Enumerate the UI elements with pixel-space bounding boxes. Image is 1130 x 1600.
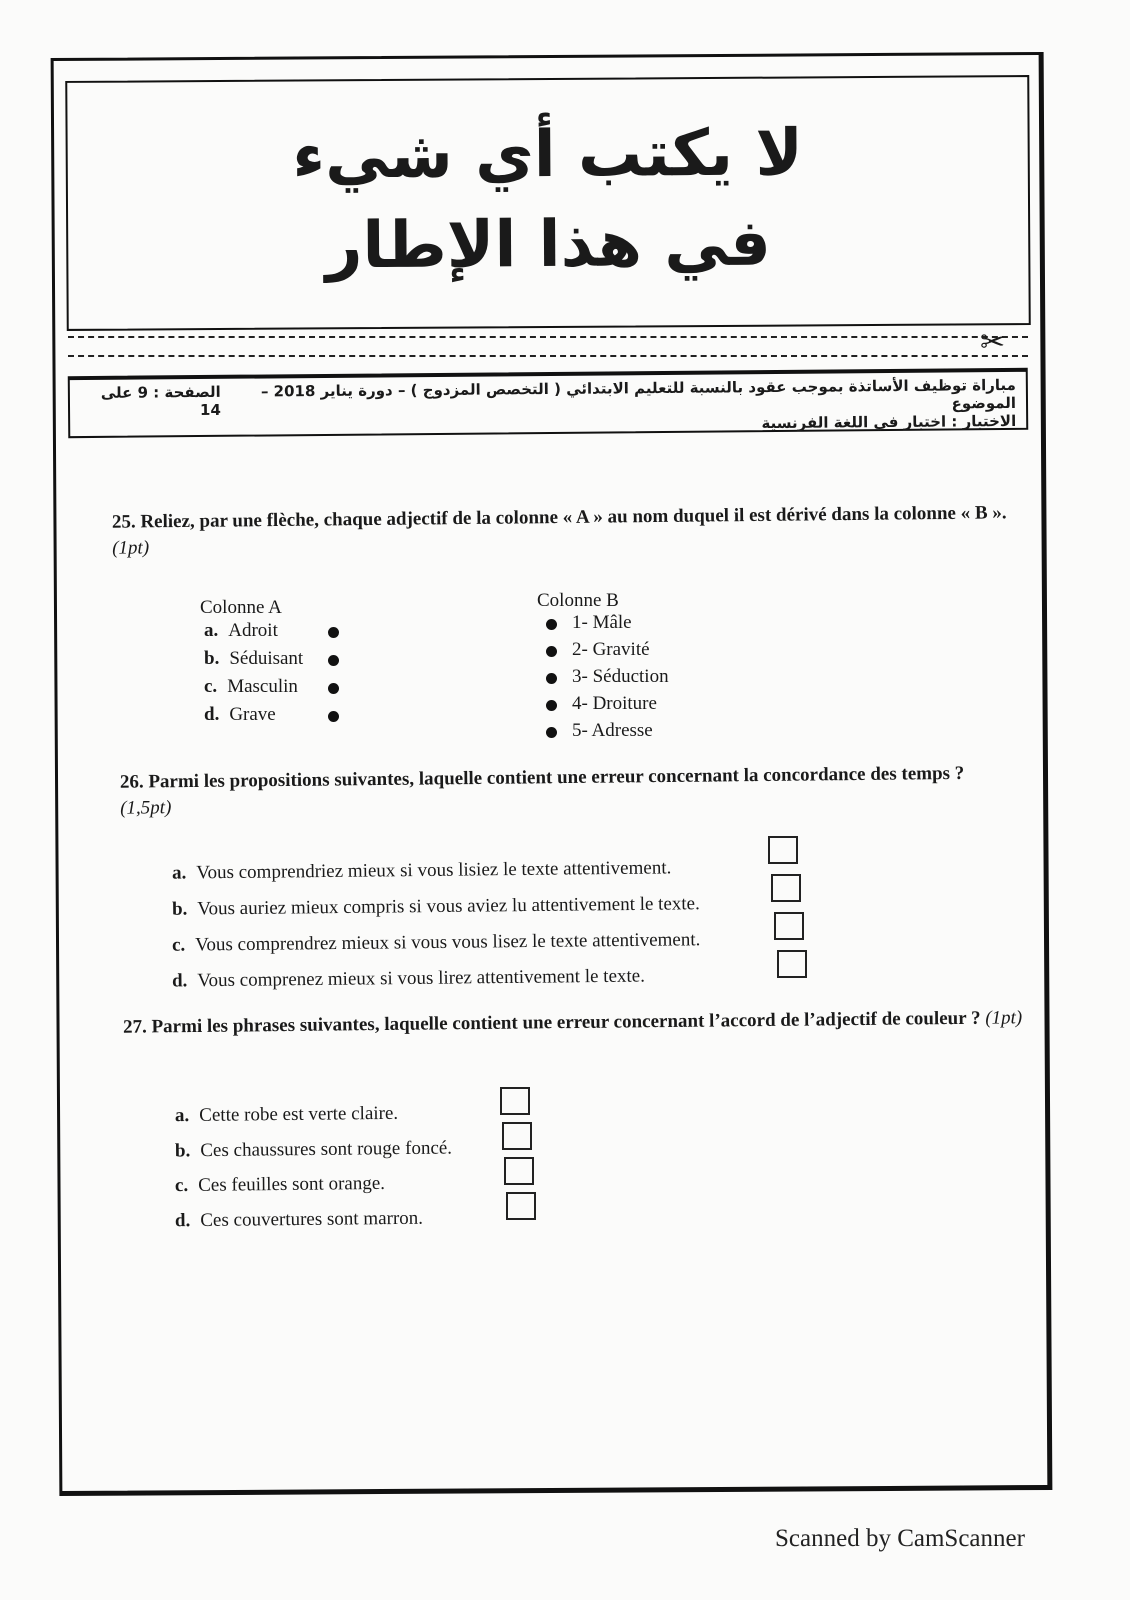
q26-option: d. Vous comprenez mieux si vous lirez attentivement le texte. bbox=[171, 965, 646, 992]
exam-header bbox=[68, 368, 1029, 438]
q27-option: d. Ces couvertures sont marron. bbox=[174, 1207, 424, 1232]
column-b-item: 1- Mâle bbox=[572, 612, 632, 633]
q26-checkbox[interactable] bbox=[771, 874, 801, 902]
connector-dot[interactable] bbox=[546, 673, 557, 684]
q26-option: c. Vous comprendrez mieux si vous vous lisez le texte attentivement. bbox=[171, 929, 701, 956]
question-26: 26. Parmi les propositions suivantes, laquelle contient une erreur concernant la concordance des temps ? (1,5pt) bbox=[119, 762, 965, 819]
exam-title: مباراة توظيف الأساتذة بموجب عقود بالنسبة للتعليم الابتدائي ( التخصص المزدوج ) – دورة يناير 2018 – الموضوع bbox=[260, 375, 1017, 413]
connector-dot[interactable] bbox=[328, 683, 339, 694]
column-a-item: d. Grave bbox=[204, 704, 276, 725]
q27-option: a. Cette robe est verte claire. bbox=[174, 1102, 399, 1127]
column-a-item: a. Adroit bbox=[204, 620, 278, 641]
connector-dot[interactable] bbox=[546, 619, 557, 630]
do-not-write-box bbox=[65, 75, 1031, 331]
q27-checkbox[interactable] bbox=[502, 1122, 532, 1150]
q26-checkbox[interactable] bbox=[777, 950, 807, 978]
column-b-item: 4- Droiture bbox=[572, 693, 657, 714]
scanner-watermark: Scanned by CamScanner bbox=[775, 1525, 1025, 1552]
column-a-item: b. Séduisant bbox=[204, 648, 304, 669]
connector-dot[interactable] bbox=[328, 711, 339, 722]
column-b-item: 3- Séduction bbox=[572, 666, 669, 687]
question-25: 25. Reliez, par une flèche, chaque adjectif de la colonne « A » au nom duquel il est dérivé dans la colonne « B ». (1pt) bbox=[111, 502, 1007, 559]
q26-checkbox[interactable] bbox=[768, 836, 798, 864]
column-b-title: Colonne B bbox=[537, 590, 619, 611]
q27-checkbox[interactable] bbox=[504, 1157, 534, 1185]
page-number: الصفحة : 9 على 14 bbox=[100, 382, 221, 420]
column-a-title: Colonne A bbox=[200, 597, 282, 618]
connector-dot[interactable] bbox=[546, 646, 557, 657]
column-b-item: 5- Adresse bbox=[572, 720, 653, 741]
connector-dot[interactable] bbox=[328, 627, 339, 638]
exam-subject: الاختبار : اختبار في اللغة الفرنسية bbox=[761, 411, 1017, 433]
do-not-write-line1: لا يكتب أي شيء bbox=[292, 116, 804, 194]
question-27: 27. Parmi les phrases suivantes, laquelle contient une erreur concernant l’accord de l’adjectif de couleur ? (1pt) bbox=[122, 1007, 1023, 1038]
q26-option: a. Vous comprendriez mieux si vous lisiez le texte attentivement. bbox=[171, 857, 672, 884]
q27-option: c. Ces feuilles sont orange. bbox=[174, 1172, 386, 1197]
column-b-item: 2- Gravité bbox=[572, 639, 650, 660]
q27-option: b. Ces chaussures sont rouge foncé. bbox=[174, 1137, 453, 1162]
cut-line bbox=[68, 355, 1028, 357]
do-not-write-line2: في هذا الإطار bbox=[325, 206, 772, 284]
q26-checkbox[interactable] bbox=[774, 912, 804, 940]
connector-dot[interactable] bbox=[328, 655, 339, 666]
cut-line bbox=[68, 336, 1028, 338]
connector-dot[interactable] bbox=[546, 727, 557, 738]
column-a-item: c. Masculin bbox=[204, 676, 298, 697]
q27-checkbox[interactable] bbox=[506, 1192, 536, 1220]
connector-dot[interactable] bbox=[546, 700, 557, 711]
q26-option: b. Vous auriez mieux compris si vous aviez lu attentivement le texte. bbox=[171, 893, 700, 920]
q27-checkbox[interactable] bbox=[500, 1087, 530, 1115]
scissors-icon: ✂ bbox=[980, 326, 1006, 359]
